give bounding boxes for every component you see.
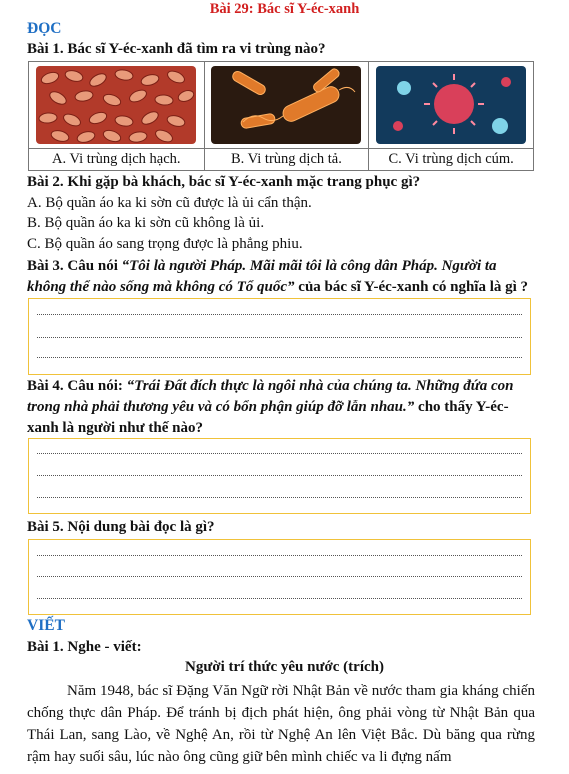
doc-section-heading: ĐỌC [27,20,62,37]
question-5: Bài 5. Nội dung bài đọc là gì? [27,519,215,535]
answer-box-4[interactable] [28,438,531,514]
option-a-cell: A. Vi trùng dịch hạch. [29,149,205,171]
answer-box-5[interactable] [28,539,531,615]
option-b-cell: B. Vi trùng dịch tả. [204,149,369,171]
writing-task-1: Bài 1. Nghe - viết: [27,639,142,655]
answer-box-3[interactable] [28,298,531,375]
cholera-bacteria-image [204,62,369,149]
flu-virus-image [369,62,534,149]
question-3: Bài 3. Câu nói “Tôi là người Pháp. Mãi mãi tôi là công dân Pháp. Người ta không thể nào sống mà không có Tổ quốc” của bác sĩ Y-éc-xanh có nghĩa là gì ? [27,258,529,295]
dictation-paragraph: Năm 1948, bác sĩ Đặng Văn Ngữ rời Nhật Bản về nước tham gia kháng chiến chống thực dân Pháp. Để tránh bị địch phát hiện, ông phải vòng từ Nhật Bản qua Thái Lan, sang Lào, về Nghệ An, rồi từ Nghệ An lên Việt Bắc. Dù băng qua rừng rậm hay suối sâu, lúc nào ông cũng giữ bên mình chiếc va li đựng nấm [27,683,535,765]
question-2-option-c: C. Bộ quần áo sang trọng được là phẳng phiu. [27,236,303,252]
dictation-title: Người trí thức yêu nước (trích) [185,659,384,675]
question-2-option-b: B. Bộ quần áo ka ki sờn cũ không là ủi. [27,215,265,231]
germ-options-table [28,61,534,171]
question-4: Bài 4. Câu nói: “Trái Đất đích thực là ngôi nhà của chúng ta. Những đứa con trong nhà phải thương yêu và có bổn phận giúp đỡ lẫn nhau.” cho thấy Y-éc-xanh là người như thế nào? [27,378,514,436]
question-2-option-a: A. Bộ quần áo ka ki sờn cũ được là ủi cẩn thận. [27,195,312,211]
write-section-heading: VIẾT [27,617,65,634]
question-1: Bài 1. Bác sĩ Y-éc-xanh đã tìm ra vi trùng nào? [27,41,326,57]
page-title: Bài 29: Bác sĩ Y-éc-xanh [209,1,360,17]
plague-bacteria-image [29,62,205,149]
option-c-cell: C. Vi trùng dịch cúm. [369,149,534,171]
question-2: Bài 2. Khi gặp bà khách, bác sĩ Y-éc-xanh mặc trang phục gì? [27,174,421,190]
